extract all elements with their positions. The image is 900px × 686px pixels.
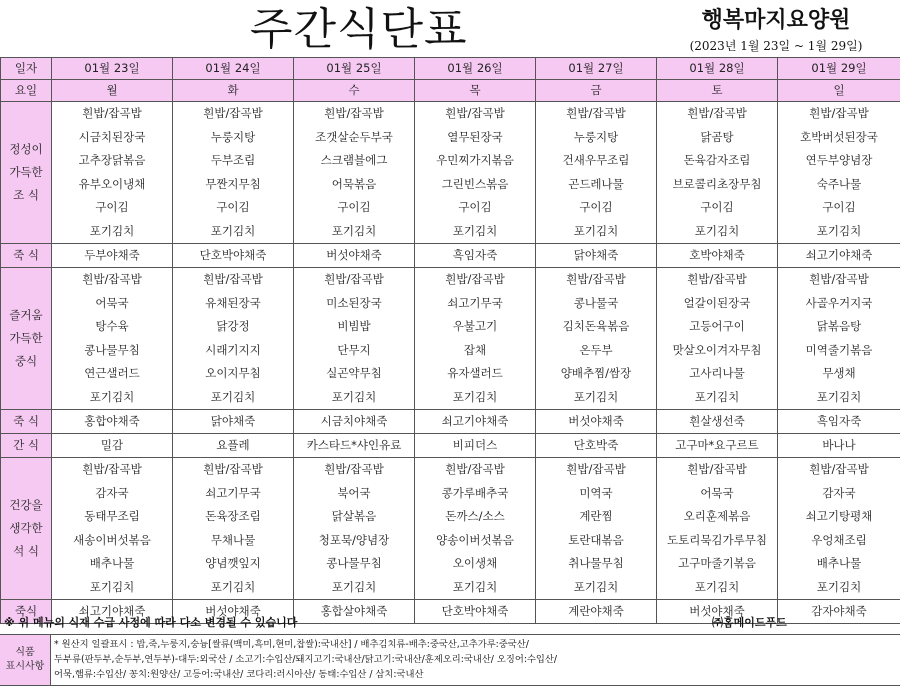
date-row-cell xyxy=(52,58,173,80)
menu-item: 흰밥/잡곡밥 xyxy=(173,268,293,292)
menu-item: 무채나물 xyxy=(173,529,293,553)
menu-item: 양배추찜/쌈장 xyxy=(536,362,656,386)
porridge-row-1-item: 단호박야채죽 xyxy=(173,244,293,267)
origin-label-line: 식품 xyxy=(0,646,50,660)
supplier-name: ㈜홈메이드푸드 xyxy=(712,613,787,633)
date-row-label-text: 일자 xyxy=(1,58,51,79)
porridge-row-2-cell xyxy=(657,410,778,434)
menu-item: 구이김 xyxy=(294,196,414,220)
menu-item: 북어국 xyxy=(294,482,414,506)
dinner-row-cell xyxy=(778,458,900,600)
date-row-cell xyxy=(173,58,294,80)
weekday-row-value: 금 xyxy=(536,80,656,101)
menu-item: 닭볶음탕 xyxy=(778,315,900,339)
breakfast-row-cell xyxy=(778,102,900,244)
porridge-row-3-item: 홍합살야채죽 xyxy=(294,600,414,623)
menu-item: 포기김치 xyxy=(52,386,172,410)
porridge-row-2-cell xyxy=(536,410,657,434)
snack-row-item: 카스타드*샤인유료 xyxy=(294,434,414,457)
weekday-row-value: 월 xyxy=(52,80,172,101)
dinner-row-cell xyxy=(657,458,778,600)
menu-item: 그린빈스볶음 xyxy=(415,173,535,197)
menu-item: 김치돈육볶음 xyxy=(536,315,656,339)
weekday-row-cell xyxy=(536,80,657,102)
porridge-row-1-item: 두부야채죽 xyxy=(52,244,172,267)
menu-item: 계란찜 xyxy=(536,505,656,529)
porridge-row-1-cell xyxy=(415,244,536,268)
menu-item: 흰밥/잡곡밥 xyxy=(173,458,293,482)
menu-item: 고사리나물 xyxy=(657,362,777,386)
menu-item: 배추나물 xyxy=(778,552,900,576)
menu-item: 어묵국 xyxy=(657,482,777,506)
menu-item: 얼갈이된장국 xyxy=(657,292,777,316)
menu-item: 미역줄기볶음 xyxy=(778,339,900,363)
dinner-row-cell xyxy=(536,458,657,600)
porridge-row-1-cell xyxy=(173,244,294,268)
weekday-row-label-text: 요일 xyxy=(1,80,51,101)
menu-item: 잡채 xyxy=(415,339,535,363)
porridge-row-2-item: 흰살생선죽 xyxy=(657,410,777,433)
menu-item: 흰밥/잡곡밥 xyxy=(415,268,535,292)
breakfast-row xyxy=(1,102,900,244)
lunch-row-label-text: 가득한 xyxy=(1,327,51,350)
snack-row xyxy=(1,434,900,458)
porridge-row-2-cell xyxy=(778,410,900,434)
porridge-row-1-item: 닭야채죽 xyxy=(536,244,656,267)
porridge-row-2-cell xyxy=(173,410,294,434)
snack-row-cell xyxy=(657,434,778,458)
menu-item: 누룽지탕 xyxy=(536,126,656,150)
menu-item: 포기김치 xyxy=(657,220,777,244)
menu-item: 닭곰탕 xyxy=(657,126,777,150)
porridge-row-3-item: 버섯야채죽 xyxy=(657,600,777,623)
origin-text xyxy=(54,637,894,682)
menu-item: 건새우무조림 xyxy=(536,149,656,173)
porridge-row-2-item: 홍합야채죽 xyxy=(52,410,172,433)
porridge-row-2-label xyxy=(1,410,52,434)
menu-item: 무짠지무침 xyxy=(173,173,293,197)
menu-item: 구이김 xyxy=(778,196,900,220)
menu-item: 어묵국 xyxy=(52,292,172,316)
menu-item: 돈육감자조림 xyxy=(657,149,777,173)
menu-item: 어묵볶음 xyxy=(294,173,414,197)
menu-item: 구이김 xyxy=(52,196,172,220)
menu-item: 우엉채조림 xyxy=(778,529,900,553)
weekday-row-cell xyxy=(294,80,415,102)
menu-item: 감자국 xyxy=(52,482,172,506)
porridge-row-1-item: 쇠고기야채죽 xyxy=(778,244,900,267)
snack-row-cell xyxy=(52,434,173,458)
menu-item: 배추나물 xyxy=(52,552,172,576)
menu-item: 흰밥/잡곡밥 xyxy=(778,102,900,126)
menu-item: 곤드레나물 xyxy=(536,173,656,197)
dinner-row-cell xyxy=(294,458,415,600)
menu-item: 콩나물무침 xyxy=(294,552,414,576)
weekday-row-value: 화 xyxy=(173,80,293,101)
lunch-row-cell xyxy=(536,268,657,410)
menu-item: 시래기지지 xyxy=(173,339,293,363)
menu-item: 유채된장국 xyxy=(173,292,293,316)
weekday-row xyxy=(1,80,900,102)
menu-item: 포기김치 xyxy=(294,220,414,244)
menu-period: (2023년 1월 23일 ~ 1월 29일) xyxy=(666,38,886,54)
porridge-row-2-item: 쇠고기야채죽 xyxy=(415,410,535,433)
menu-item: 우불고기 xyxy=(415,315,535,339)
porridge-row-1-item: 버섯야채죽 xyxy=(294,244,414,267)
menu-item: 포기김치 xyxy=(294,386,414,410)
snack-row-item: 단호박죽 xyxy=(536,434,656,457)
menu-item: 흰밥/잡곡밥 xyxy=(536,268,656,292)
menu-item: 고등어구이 xyxy=(657,315,777,339)
porridge-row-1-cell xyxy=(778,244,900,268)
notice-row xyxy=(0,613,900,633)
breakfast-row-label-text: 가득한 xyxy=(1,161,51,184)
menu-item: 두부조림 xyxy=(173,149,293,173)
menu-item: 숙주나물 xyxy=(778,173,900,197)
menu-item: 흰밥/잡곡밥 xyxy=(657,268,777,292)
breakfast-row-label xyxy=(1,102,52,244)
menu-item: 포기김치 xyxy=(173,386,293,410)
menu-item: 스크램블에그 xyxy=(294,149,414,173)
weekday-row-cell xyxy=(173,80,294,102)
menu-item: 조갯살순두부국 xyxy=(294,126,414,150)
menu-item: 흰밥/잡곡밥 xyxy=(657,102,777,126)
menu-item: 흰밥/잡곡밥 xyxy=(536,458,656,482)
date-row-value: 01월 29일 xyxy=(778,58,900,79)
menu-item: 고추장닭볶음 xyxy=(52,149,172,173)
menu-item: 포기김치 xyxy=(536,220,656,244)
porridge-row-2-item: 버섯야채죽 xyxy=(536,410,656,433)
weekday-row-value: 토 xyxy=(657,80,777,101)
breakfast-row-cell xyxy=(415,102,536,244)
menu-item: 탕수육 xyxy=(52,315,172,339)
date-row-cell xyxy=(657,58,778,80)
lunch-row-label-text: 즐거움 xyxy=(1,304,51,327)
menu-item: 흰밥/잡곡밥 xyxy=(52,102,172,126)
snack-row-cell xyxy=(778,434,900,458)
menu-item: 온두부 xyxy=(536,339,656,363)
origin-line: 어묵,햄류:수입산/ 꽁치:원양산/ 고등어:국내산/ 코다리:러시아산/ 동태:수입산 / 삼치:국내산 xyxy=(54,667,894,682)
weekly-menu-table xyxy=(0,57,900,624)
menu-item: 돈육장조림 xyxy=(173,505,293,529)
lunch-row-cell xyxy=(52,268,173,410)
porridge-row-1-label xyxy=(1,244,52,268)
dinner-row-cell xyxy=(52,458,173,600)
menu-item: 구이김 xyxy=(173,196,293,220)
menu-item: 구이김 xyxy=(536,196,656,220)
dinner-row-label-text: 건강을 xyxy=(1,494,51,517)
menu-item: 흰밥/잡곡밥 xyxy=(778,268,900,292)
menu-item: 포기김치 xyxy=(173,576,293,600)
menu-item: 포기김치 xyxy=(294,576,414,600)
weekday-row-value: 목 xyxy=(415,80,535,101)
menu-item: 닭살볶음 xyxy=(294,505,414,529)
date-row-cell xyxy=(536,58,657,80)
menu-item: 쇠고기탕평채 xyxy=(778,505,900,529)
menu-item: 감자국 xyxy=(778,482,900,506)
date-row-value: 01월 28일 xyxy=(657,58,777,79)
dinner-row-label xyxy=(1,458,52,600)
menu-item: 연두부양념장 xyxy=(778,149,900,173)
origin-label-line: 표시사항 xyxy=(0,660,50,674)
porridge-row-1-cell xyxy=(52,244,173,268)
porridge-row-1-cell xyxy=(536,244,657,268)
menu-item: 콩나물국 xyxy=(536,292,656,316)
snack-row-cell xyxy=(415,434,536,458)
menu-item: 포기김치 xyxy=(173,220,293,244)
menu-item: 포기김치 xyxy=(415,220,535,244)
dinner-row xyxy=(1,458,900,600)
breakfast-row-cell xyxy=(536,102,657,244)
menu-item: 무생채 xyxy=(778,362,900,386)
menu-item: 포기김치 xyxy=(52,220,172,244)
menu-item: 포기김치 xyxy=(536,576,656,600)
porridge-row-1-label-text: 죽 식 xyxy=(1,244,51,267)
lunch-row xyxy=(1,268,900,410)
notice-text: ※ 위 메뉴의 식재 수급 사정에 따라 다소 변경될 수 있습니다 xyxy=(4,613,297,633)
porridge-row-2-item: 시금치야채죽 xyxy=(294,410,414,433)
lunch-row-label xyxy=(1,268,52,410)
menu-item: 흰밥/잡곡밥 xyxy=(173,102,293,126)
menu-item: 오이지무침 xyxy=(173,362,293,386)
menu-item: 새송이버섯볶음 xyxy=(52,529,172,553)
menu-item: 실곤약무침 xyxy=(294,362,414,386)
menu-item: 동태무조림 xyxy=(52,505,172,529)
menu-item: 열무된장국 xyxy=(415,126,535,150)
breakfast-row-cell xyxy=(657,102,778,244)
date-row-cell xyxy=(294,58,415,80)
menu-item: 유부오이냉채 xyxy=(52,173,172,197)
porridge-row-2-cell xyxy=(294,410,415,434)
date-row-cell xyxy=(415,58,536,80)
porridge-row-2-item: 닭야채죽 xyxy=(173,410,293,433)
porridge-row-2-item: 흑임자죽 xyxy=(778,410,900,433)
porridge-row-2-cell xyxy=(52,410,173,434)
menu-item: 사골우거지국 xyxy=(778,292,900,316)
menu-item: 양념깻잎지 xyxy=(173,552,293,576)
menu-item: 연근샐러드 xyxy=(52,362,172,386)
menu-item: 청포묵/양념장 xyxy=(294,529,414,553)
snack-row-cell xyxy=(536,434,657,458)
menu-item: 도토리묵김가루무침 xyxy=(657,529,777,553)
origin-section xyxy=(0,634,900,686)
menu-item: 흰밥/잡곡밥 xyxy=(415,458,535,482)
menu-item: 미소된장국 xyxy=(294,292,414,316)
snack-row-item: 밀감 xyxy=(52,434,172,457)
snack-row-label xyxy=(1,434,52,458)
snack-row-cell xyxy=(294,434,415,458)
menu-item: 호박버섯된장국 xyxy=(778,126,900,150)
breakfast-row-cell xyxy=(52,102,173,244)
snack-row-cell xyxy=(173,434,294,458)
porridge-row-1 xyxy=(1,244,900,268)
porridge-row-2 xyxy=(1,410,900,434)
snack-row-label-text: 간 식 xyxy=(1,434,51,457)
menu-item: 구이김 xyxy=(657,196,777,220)
breakfast-row-label-text: 조 식 xyxy=(1,184,51,207)
weekday-row-cell xyxy=(415,80,536,102)
menu-item: 포기김치 xyxy=(52,576,172,600)
porridge-row-2-cell xyxy=(415,410,536,434)
menu-item: 포기김치 xyxy=(778,576,900,600)
menu-item: 포기김치 xyxy=(657,386,777,410)
menu-title: 주간식단표 xyxy=(250,2,468,58)
lunch-row-cell xyxy=(657,268,778,410)
weekday-row-label xyxy=(1,80,52,102)
dinner-row-cell xyxy=(173,458,294,600)
origin-line: * 원산지 일괄표시 : 밥,죽,누룽지,숭늉[쌀류(백미,흑미,현미,찹쌀):국내산] / 배추김치류-배추:중국산,고추가루:중국산/ xyxy=(54,637,894,652)
menu-item: 포기김치 xyxy=(657,576,777,600)
facility-name: 행복마지요양원 xyxy=(666,6,886,36)
porridge-row-1-cell xyxy=(294,244,415,268)
porridge-row-1-item: 흑임자죽 xyxy=(415,244,535,267)
menu-item: 흰밥/잡곡밥 xyxy=(415,102,535,126)
menu-item: 포기김치 xyxy=(778,386,900,410)
menu-item: 콩가루배추국 xyxy=(415,482,535,506)
date-row-value: 01월 27일 xyxy=(536,58,656,79)
snack-row-item: 고구마*요구르트 xyxy=(657,434,777,457)
menu-item: 돈까스/소스 xyxy=(415,505,535,529)
weekday-row-cell xyxy=(778,80,900,102)
date-row-value: 01월 24일 xyxy=(173,58,293,79)
menu-item: 포기김치 xyxy=(415,576,535,600)
menu-item: 흰밥/잡곡밥 xyxy=(294,268,414,292)
menu-item: 흰밥/잡곡밥 xyxy=(294,458,414,482)
weekday-row-value: 일 xyxy=(778,80,900,101)
porridge-row-1-item: 호박야채죽 xyxy=(657,244,777,267)
menu-item: 토란대볶음 xyxy=(536,529,656,553)
menu-item: 포기김치 xyxy=(778,220,900,244)
date-row-value: 01월 26일 xyxy=(415,58,535,79)
date-row-value: 01월 25일 xyxy=(294,58,414,79)
date-row-value: 01월 23일 xyxy=(52,58,172,79)
lunch-row-cell xyxy=(415,268,536,410)
date-row xyxy=(1,58,900,80)
menu-item: 고구마줄기볶음 xyxy=(657,552,777,576)
menu-item: 포기김치 xyxy=(536,386,656,410)
porridge-row-3-item: 단호박야채죽 xyxy=(415,600,535,623)
menu-item: 흰밥/잡곡밥 xyxy=(536,102,656,126)
menu-item: 오이생채 xyxy=(415,552,535,576)
origin-line: 두부류(판두부,순두부,연두부)-대두:외국산 / 소고기:수입산/돼지고기:국내산/닭고기:국내산/훈제오리:국내산/ 오징어:수입산/ xyxy=(54,652,894,667)
menu-item: 양송이버섯볶음 xyxy=(415,529,535,553)
menu-item: 포기김치 xyxy=(415,386,535,410)
menu-item: 맛살오이겨자무침 xyxy=(657,339,777,363)
date-row-label xyxy=(1,58,52,80)
porridge-row-3-item: 버섯야채죽 xyxy=(173,600,293,623)
menu-item: 오리훈제볶음 xyxy=(657,505,777,529)
menu-item: 콩나물무침 xyxy=(52,339,172,363)
menu-item: 유자샐러드 xyxy=(415,362,535,386)
porridge-row-3-label-text: 죽식 xyxy=(1,600,51,623)
dinner-row-cell xyxy=(415,458,536,600)
menu-item: 쇠고기무국 xyxy=(415,292,535,316)
porridge-row-2-label-text: 죽 식 xyxy=(1,410,51,433)
porridge-row-3-item: 감자야채죽 xyxy=(778,600,900,623)
breakfast-row-cell xyxy=(294,102,415,244)
menu-item: 흰밥/잡곡밥 xyxy=(294,102,414,126)
lunch-row-cell xyxy=(173,268,294,410)
weekday-row-value: 수 xyxy=(294,80,414,101)
menu-item: 누룽지탕 xyxy=(173,126,293,150)
menu-item: 시금치된장국 xyxy=(52,126,172,150)
lunch-row-cell xyxy=(294,268,415,410)
weekday-row-cell xyxy=(52,80,173,102)
lunch-row-label-text: 중식 xyxy=(1,350,51,373)
snack-row-item: 비피더스 xyxy=(415,434,535,457)
menu-item: 비빔밥 xyxy=(294,315,414,339)
menu-item: 구이김 xyxy=(415,196,535,220)
snack-row-item: 바나나 xyxy=(778,434,900,457)
menu-item: 브로콜리초장무침 xyxy=(657,173,777,197)
dinner-row-label-text: 석 식 xyxy=(1,540,51,563)
snack-row-item: 요플레 xyxy=(173,434,293,457)
menu-item: 단무지 xyxy=(294,339,414,363)
origin-label xyxy=(0,635,51,685)
breakfast-row-cell xyxy=(173,102,294,244)
menu-item: 흰밥/잡곡밥 xyxy=(657,458,777,482)
menu-item: 흰밥/잡곡밥 xyxy=(52,268,172,292)
menu-item: 흰밥/잡곡밥 xyxy=(52,458,172,482)
date-row-cell xyxy=(778,58,900,80)
menu-item: 흰밥/잡곡밥 xyxy=(778,458,900,482)
menu-item: 쇠고기무국 xyxy=(173,482,293,506)
menu-item: 닭강정 xyxy=(173,315,293,339)
dinner-row-label-text: 생각한 xyxy=(1,517,51,540)
menu-item: 취나물무침 xyxy=(536,552,656,576)
lunch-row-cell xyxy=(778,268,900,410)
menu-item: 우민찌가지볶음 xyxy=(415,149,535,173)
weekday-row-cell xyxy=(657,80,778,102)
menu-item: 미역국 xyxy=(536,482,656,506)
breakfast-row-label-text: 정성이 xyxy=(1,138,51,161)
porridge-row-3-item: 쇠고기야채죽 xyxy=(52,600,172,623)
porridge-row-3-item: 계란야채죽 xyxy=(536,600,656,623)
porridge-row-1-cell xyxy=(657,244,778,268)
